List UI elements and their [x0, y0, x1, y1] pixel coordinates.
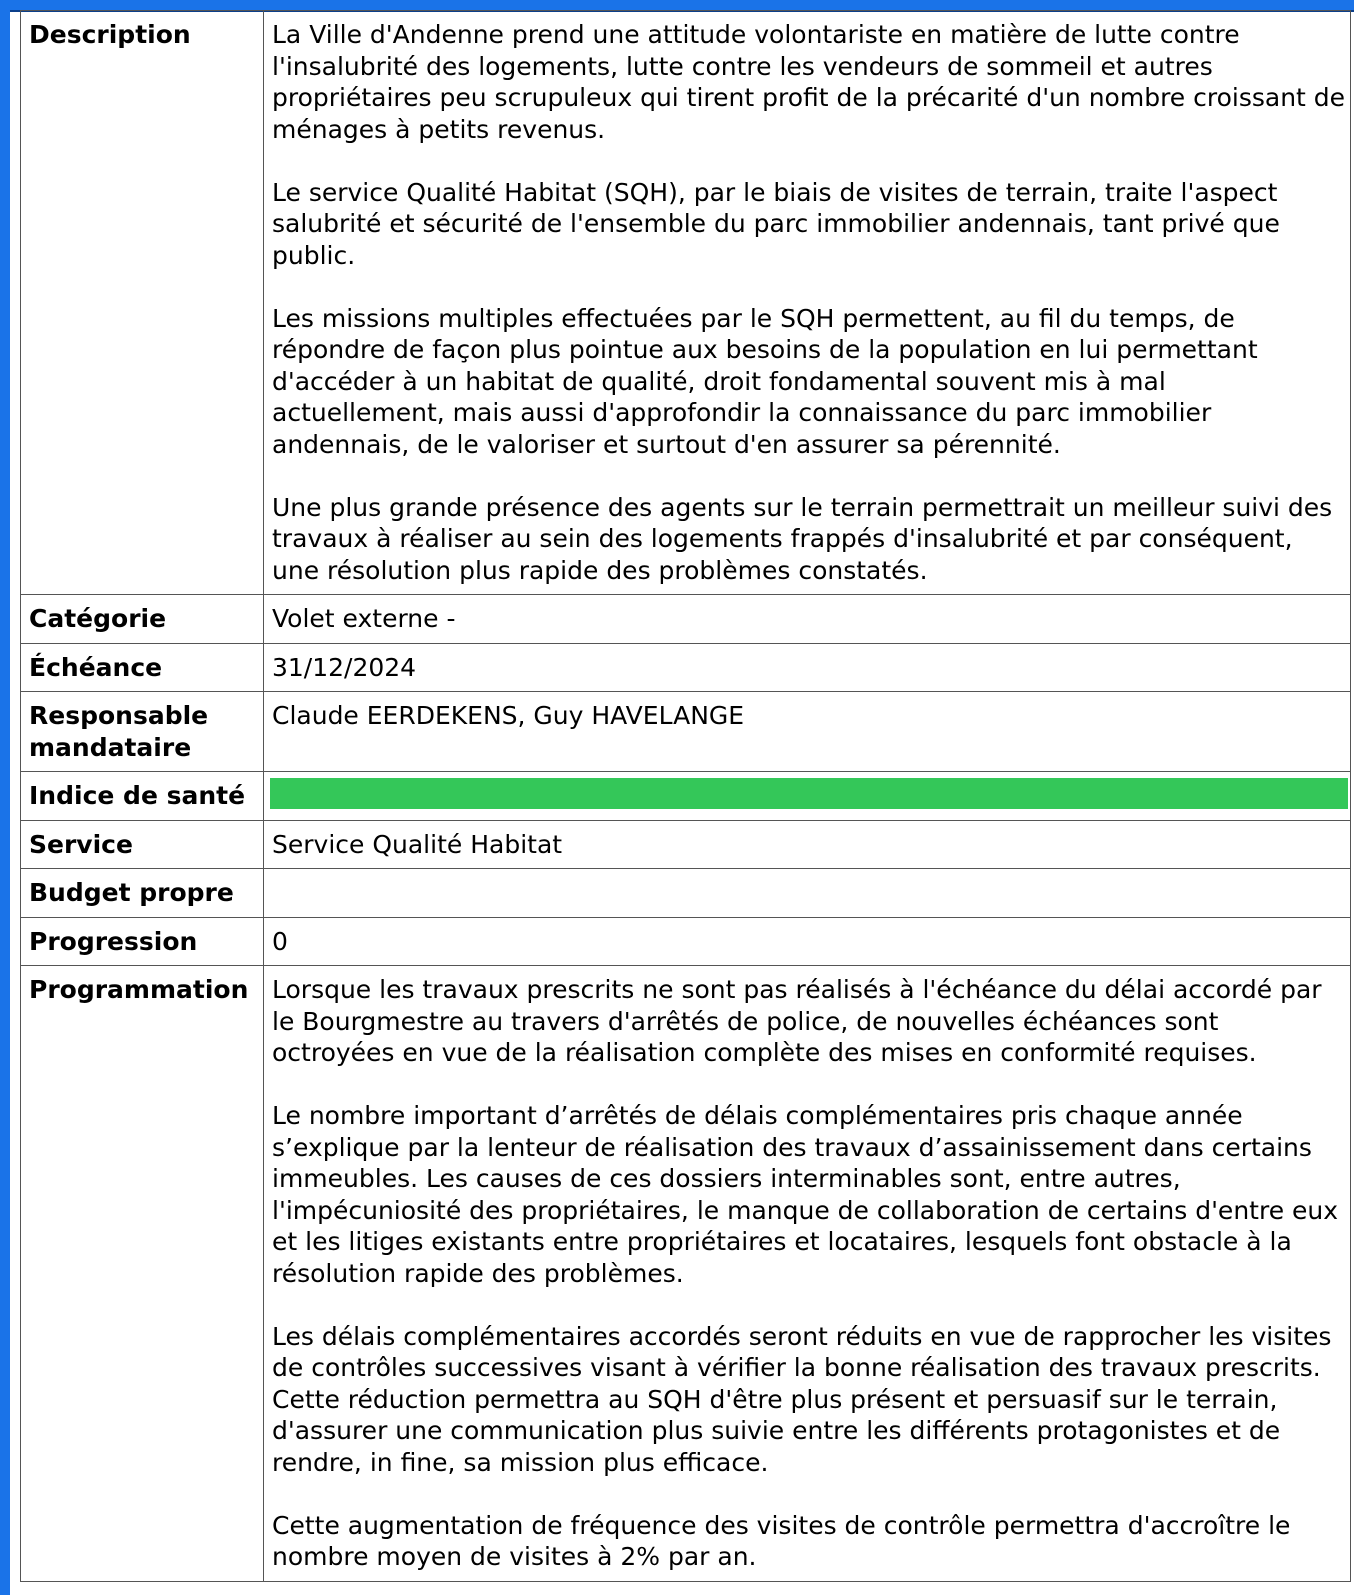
- value-categorie: Volet externe -: [264, 595, 1351, 644]
- label-programmation: Programmation: [21, 966, 264, 1582]
- label-categorie: Catégorie: [21, 595, 264, 644]
- row-service: [21, 820, 1351, 869]
- label-description: Description: [21, 11, 264, 595]
- health-indicator-bar: [270, 778, 1348, 809]
- row-budget: [21, 869, 1351, 918]
- label-progression: Progression: [21, 917, 264, 966]
- description-paragraph: Une plus grande présence des agents sur le terrain permettrait un meilleur suivi des travaux à réaliser au sein des logements frappés d'insalubrité et par conséquent, une résolution plus rapide des problèmes constatés.: [272, 492, 1333, 585]
- value-programmation: [264, 966, 1351, 1582]
- value-description: [264, 11, 1351, 595]
- description-paragraph: La Ville d'Andenne prend une attitude volontariste en matière de lutte contre l'insalubrité des logements, lutte contre les vendeurs de sommeil et autres propriétaires peu scrupuleux qui tirent profit de la précarité d'un nombre croissant de ménages à petits revenus.: [272, 20, 1346, 144]
- value-echeance: 31/12/2024: [264, 643, 1351, 692]
- value-responsable: Claude EERDEKENS, Guy HAVELANGE: [264, 692, 1351, 772]
- programmation-paragraph: Les délais complémentaires accordés seront réduits en vue de rapprocher les visites de contrôles successives visant à vérifier la bonne réalisation des travaux prescrits. Cette réduction permettra au SQH d'être plus présent et persuasif sur le terrain, d'assurer une communication plus suivie entre les différents protagonistes et de rendre, in fine, sa mission plus efficace.: [272, 1321, 1332, 1477]
- row-echeance: [21, 643, 1351, 692]
- programmation-paragraph: Lorsque les travaux prescrits ne sont pas réalisés à l'échéance du délai accordé par le Bourgmestre au travers d'arrêtés de police, de nouvelles échéances sont octroyées en vue de la réalisation complète des mises en conformité requises.: [272, 975, 1322, 1067]
- row-categorie: [21, 595, 1351, 644]
- value-progression: 0: [264, 917, 1351, 966]
- value-indice-sante: [264, 772, 1351, 821]
- action-sheet-table: [20, 10, 1351, 1582]
- label-echeance: Échéance: [21, 643, 264, 692]
- label-responsable: Responsable mandataire: [21, 692, 264, 772]
- row-indice-sante: [21, 772, 1351, 821]
- label-budget: Budget propre: [21, 869, 264, 918]
- label-indice-sante: Indice de santé: [21, 772, 264, 821]
- programmation-paragraph: Le nombre important d’arrêtés de délais complémentaires pris chaque année s’explique par la lenteur de réalisation des travaux d’assainissement dans certains immeubles. Les causes de ces dossiers interminables sont, entre autres, l'impécuniosité des propriétaires, le manque de collaboration de certains d'entre eux et les litiges existants entre propriétaires et locataires, lesquels font obstacle à la résolution rapide des problèmes.: [272, 1101, 1339, 1288]
- row-progression: [21, 917, 1351, 966]
- programmation-paragraph: Cette augmentation de fréquence des visites de contrôle permettra d'accroître le nombre moyen de visites à 2% par an.: [272, 1510, 1291, 1571]
- value-service: Service Qualité Habitat: [264, 820, 1351, 869]
- value-budget: [264, 869, 1351, 918]
- row-programmation: [21, 966, 1351, 1582]
- description-paragraph: Les missions multiples effectuées par le SQH permettent, au fil du temps, de répondre de façon plus pointue aux besoins de la population en lui permettant d'accéder à un habitat de qualité, droit fondamental souvent mis à mal actuellement, mais aussi d'approfondir la connaissance du parc immobilier andennais, de le valoriser et surtout d'en assurer sa pérennité.: [272, 303, 1258, 459]
- description-paragraph: Le service Qualité Habitat (SQH), par le biais de visites de terrain, traite l'aspect salubrité et sécurité de l'ensemble du parc immobilier andennais, tant privé que public.: [272, 177, 1280, 270]
- row-description: [21, 11, 1351, 595]
- label-service: Service: [21, 820, 264, 869]
- row-responsable: [21, 692, 1351, 772]
